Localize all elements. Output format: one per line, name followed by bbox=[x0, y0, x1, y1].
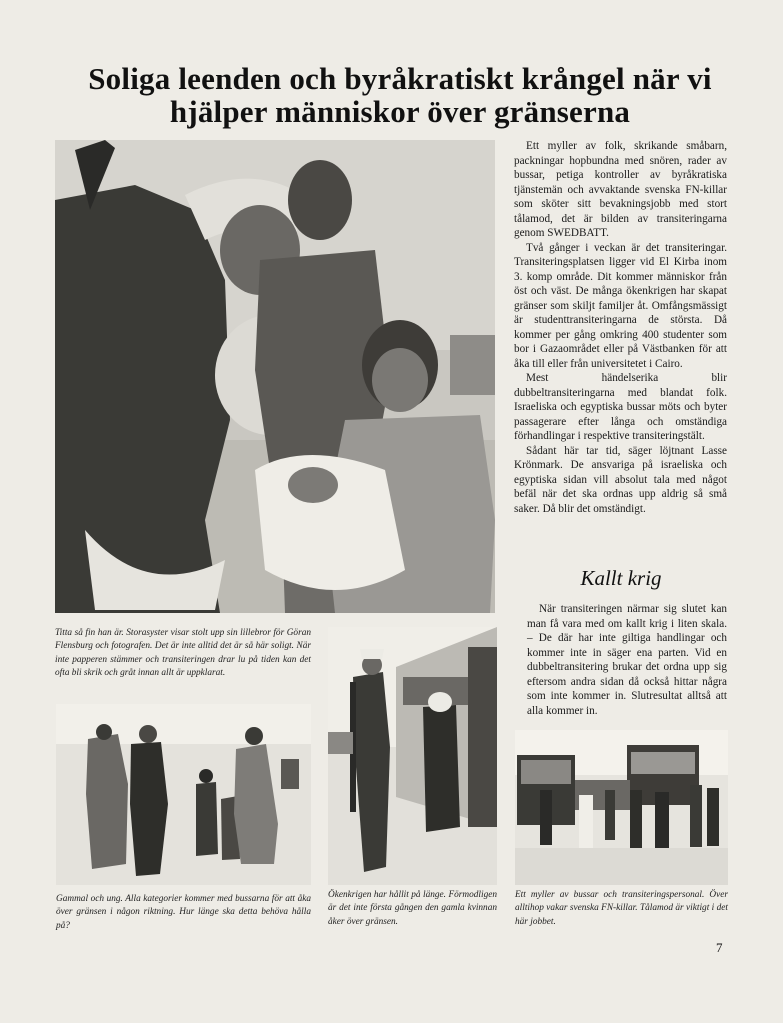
main-photo bbox=[55, 140, 495, 613]
subhead: Kallt krig bbox=[580, 566, 662, 590]
second-article-column bbox=[527, 602, 727, 718]
photo-desert-war bbox=[328, 627, 497, 885]
page-number: 7 bbox=[716, 940, 723, 955]
main-article-column bbox=[514, 139, 727, 516]
photo-left-caption: Gammal och ung. Alla kategorier kommer med bussarna för att åka över gränsen i någon riktning. Hur länge ska detta behöva hålla på? bbox=[56, 894, 311, 931]
photo-old-and-young bbox=[56, 704, 311, 885]
article-paragraph: Ett myller av folk, skrikande småbarn, packningar hopbundna med snören, rader av bussar, petiga kontroller av byråkratiska tjänstemän och avvaktande svenska FN-killar som sköter sitt bevakningsjobb med stort tålamod, det är bilden av transiteringarna genom SWEDBATT. bbox=[514, 140, 727, 239]
headline: Soliga leenden och byråkratiskt krångel när vi hjälper människor över gränserna bbox=[88, 61, 712, 129]
article-paragraph: Sådant här tar tid, säger löjtnant Lasse Krönmark. De ansvariga på israeliska och egyptiska sidan vill absolut tala med något befäl när det ska ordnas upp aldrig så små saker. Då blir det omständigt. bbox=[514, 444, 727, 515]
article-paragraph: Mest händelserika blir dubbeltransiteringarna med blandat folk. Israeliska och egyptiska bussar möts och byter passagerare efter långa och omständiga förhandlingar i respektive transiteringstält. bbox=[514, 372, 727, 442]
article-paragraph: När transiteringen närmar sig slutet kan man få vara med om kallt krig i liten skala. – De där har inte giltiga handlingar och kommer inte in säger ena parten. Vid en dubbeltransitering brukar det ordna upp sig eftersom andra sidan då också hittar några som inte kommer in. Slutresultat alltså att alla kommer in. bbox=[527, 603, 727, 717]
photo-buses-and-personnel bbox=[515, 730, 728, 885]
article-paragraph: Två gånger i veckan är det transiteringar. Transiteringsplatsen ligger vid El Kirba inom 3. komp område. Dit kommer människor från öst och väst. De många ökenkrigen har skapat gränser som skiljt familjer åt. Omfångsmässigt är studenttransiteringarna de största. Då kommer per gång omkring 400 studenter som bor i Gazaområdet eller på Västbanken för att åka till eller från universitetet i Cairo. bbox=[514, 241, 727, 370]
photo-center-caption: Ökenkrigen har hållit på länge. Förmodligen är det inte första gången den gamla kvinnan åker över gränsen. bbox=[328, 890, 497, 927]
main-photo-caption: Titta så fin han är. Storasyster visar stolt upp sin lillebror för Göran Flensburg och fotografen. Det är inte alltid det är så här soligt. När inte papperen stämmer och transiteringen drar lu på tiden kan det ofta bli skrik och gråt innan allt är uppklarat. bbox=[55, 628, 311, 679]
photo-right-caption: Ett myller av bussar och transiteringspersonal. Över alltihop vakar svenska FN-killar. Tålamod är viktigt i det här jobbet. bbox=[515, 890, 728, 927]
